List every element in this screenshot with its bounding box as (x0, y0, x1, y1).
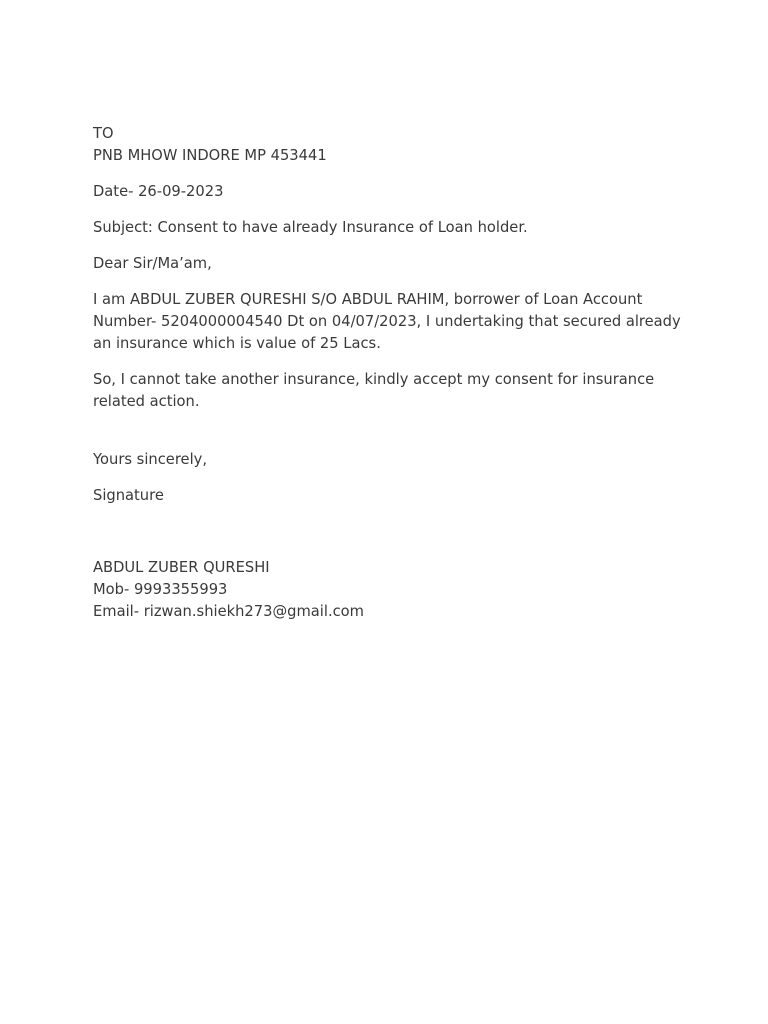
letter-document (93, 123, 693, 623)
body-paragraph-2: So, I cannot take another insurance, kindly accept my consent for insurance related action. (93, 371, 655, 410)
sender-name: ABDUL ZUBER QURESHI (93, 559, 270, 576)
sender-email: Email- rizwan.shiekh273@gmail.com (93, 603, 364, 620)
sender-mobile: Mob- 9993355993 (93, 581, 228, 598)
letter-closing: Yours sincerely, (93, 451, 208, 468)
letter-subject: Subject: Consent to have already Insurance of Loan holder. (93, 219, 528, 236)
letter-date: Date- 26-09-2023 (93, 183, 224, 200)
recipient-block (93, 123, 693, 167)
to-label: TO (93, 125, 114, 142)
body-paragraph-1: I am ABDUL ZUBER QURESHI S/O ABDUL RAHIM, borrower of Loan Account Number- 5204000004540 Dt on 04/07/2023, I undertaking that secured already an insurance which is value of 25 Lacs. (93, 291, 681, 352)
signature-label: Signature (93, 487, 164, 504)
recipient-address: PNB MHOW INDORE MP 453441 (93, 147, 327, 164)
sender-block (93, 557, 693, 623)
letter-salutation: Dear Sir/Ma’am, (93, 255, 212, 272)
